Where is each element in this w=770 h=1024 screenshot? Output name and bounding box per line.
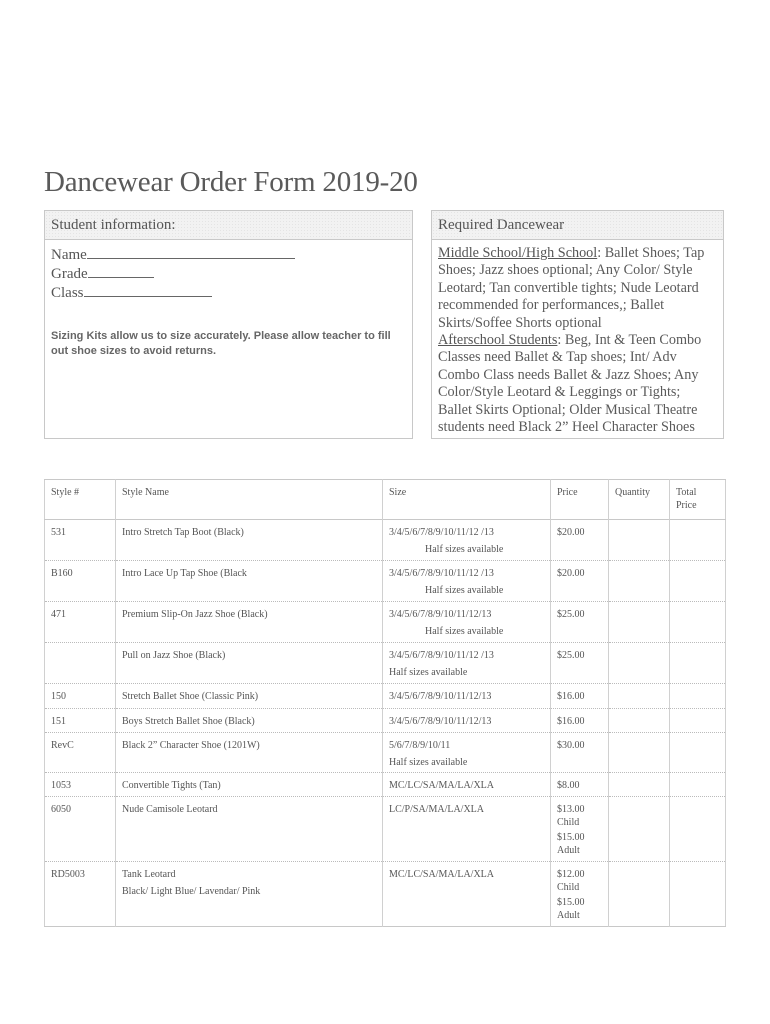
required-dancewear-box <box>431 210 724 439</box>
style-name: Tank Leotard <box>122 869 176 880</box>
price-value-adult: $15.00 <box>557 832 585 843</box>
style-number-cell <box>45 797 116 862</box>
style-number: 6050 <box>51 804 71 815</box>
size-range: MC/LC/SA/MA/LA/XLA <box>389 780 495 791</box>
style-name: Boys Stretch Ballet Shoe (Black) <box>122 716 255 727</box>
class-field[interactable] <box>45 284 412 303</box>
style-name-cell <box>116 643 383 684</box>
style-number-cell <box>45 684 116 709</box>
style-name: Convertible Tights (Tan) <box>122 780 221 791</box>
table-row <box>45 733 726 773</box>
quantity-cell[interactable] <box>609 733 670 773</box>
price-value: $16.00 <box>557 716 585 727</box>
price-cell <box>551 709 609 733</box>
table-row <box>45 797 726 862</box>
total-price-cell[interactable] <box>670 602 726 643</box>
middle-high-school-requirements <box>438 245 717 332</box>
required-dancewear-header: Required Dancewear <box>432 211 723 240</box>
size-cell <box>383 602 551 643</box>
price-value: $8.00 <box>557 780 580 791</box>
price-cell <box>551 602 609 643</box>
total-price-cell[interactable] <box>670 709 726 733</box>
table-row <box>45 602 726 643</box>
style-number-cell <box>45 602 116 643</box>
style-name-cell <box>116 684 383 709</box>
header-size: Size <box>383 480 551 520</box>
total-price-cell[interactable] <box>670 561 726 602</box>
style-number: RevC <box>51 740 74 751</box>
size-cell <box>383 733 551 773</box>
style-name-cell <box>116 797 383 862</box>
table-row <box>45 684 726 709</box>
style-number: 150 <box>51 691 66 702</box>
size-range: 3/4/5/6/7/8/9/10/11/12 /13 <box>389 527 494 538</box>
size-note: Half sizes available <box>425 544 504 555</box>
size-note: Half sizes available <box>425 626 504 637</box>
price-value-adult: $15.00 <box>557 897 585 908</box>
style-number: B160 <box>51 568 73 579</box>
price-value: $12.00 <box>557 869 585 880</box>
size-cell <box>383 797 551 862</box>
style-number: 531 <box>51 527 66 538</box>
quantity-cell[interactable] <box>609 602 670 643</box>
header-style-number: Style # <box>45 480 116 520</box>
size-range: 3/4/5/6/7/8/9/10/11/12 /13 <box>389 650 494 661</box>
size-cell <box>383 709 551 733</box>
quantity-cell[interactable] <box>609 561 670 602</box>
quantity-cell[interactable] <box>609 709 670 733</box>
afterschool-requirements <box>438 332 717 436</box>
quantity-cell[interactable] <box>609 643 670 684</box>
class-label: Class <box>51 285 84 301</box>
sizing-note: Sizing Kits allow us to size accurately. Please allow teacher to fill out shoe sizes to avoid returns. <box>51 330 391 357</box>
price-cell <box>551 561 609 602</box>
style-name-cell <box>116 602 383 643</box>
total-price-cell[interactable] <box>670 684 726 709</box>
order-table <box>44 479 726 927</box>
style-name: Black 2” Character Shoe (1201W) <box>122 740 260 751</box>
style-number-cell <box>45 643 116 684</box>
header-price: Price <box>551 480 609 520</box>
price-value: $13.00 <box>557 804 585 815</box>
price-unit-adult: Adult <box>557 910 580 921</box>
total-price-cell[interactable] <box>670 520 726 561</box>
middle-high-school-label: Middle School/High School <box>438 245 598 261</box>
price-value: $25.00 <box>557 609 585 620</box>
style-name-cell <box>116 733 383 773</box>
size-cell <box>383 773 551 797</box>
style-number: RD5003 <box>51 869 85 880</box>
total-price-cell[interactable] <box>670 773 726 797</box>
size-cell <box>383 643 551 684</box>
style-number-cell <box>45 862 116 927</box>
price-value: $20.00 <box>557 527 585 538</box>
size-range: 3/4/5/6/7/8/9/10/11/12 /13 <box>389 568 494 579</box>
style-number-cell <box>45 773 116 797</box>
class-line[interactable] <box>84 284 212 297</box>
style-name-cell <box>116 520 383 561</box>
style-number-cell <box>45 561 116 602</box>
style-name: Pull on Jazz Shoe (Black) <box>122 650 226 661</box>
style-name-detail: Black/ Light Blue/ Lavendar/ Pink <box>122 886 261 897</box>
price-value: $20.00 <box>557 568 585 579</box>
grade-label: Grade <box>51 266 88 282</box>
student-information-box <box>44 210 413 439</box>
style-name: Nude Camisole Leotard <box>122 804 218 815</box>
size-range: 3/4/5/6/7/8/9/10/11/12/13 <box>389 609 492 620</box>
quantity-cell[interactable] <box>609 773 670 797</box>
style-name: Stretch Ballet Shoe (Classic Pink) <box>122 691 259 702</box>
quantity-cell[interactable] <box>609 520 670 561</box>
size-note: Half sizes available <box>389 667 468 678</box>
table-row <box>45 709 726 733</box>
size-range: 5/6/7/8/9/10/11 <box>389 740 451 751</box>
name-label: Name <box>51 247 87 263</box>
size-cell <box>383 684 551 709</box>
style-name-cell <box>116 561 383 602</box>
table-header-row <box>45 480 726 520</box>
style-number: 471 <box>51 609 66 620</box>
price-cell <box>551 520 609 561</box>
total-price-cell[interactable] <box>670 797 726 862</box>
quantity-cell[interactable] <box>609 684 670 709</box>
student-information-header: Student information: <box>45 211 412 240</box>
price-cell <box>551 684 609 709</box>
page-title: Dancewear Order Form 2019-20 <box>44 166 418 198</box>
price-cell <box>551 862 609 927</box>
quantity-cell[interactable] <box>609 797 670 862</box>
price-value: $25.00 <box>557 650 585 661</box>
style-name: Intro Stretch Tap Boot (Black) <box>122 527 244 538</box>
price-value: $16.00 <box>557 691 585 702</box>
size-cell <box>383 520 551 561</box>
table-row <box>45 561 726 602</box>
size-range: 3/4/5/6/7/8/9/10/11/12/13 <box>389 691 492 702</box>
size-range: MC/LC/SA/MA/LA/XLA <box>389 869 495 880</box>
price-unit-adult: Adult <box>557 845 580 856</box>
size-cell <box>383 561 551 602</box>
style-name-cell <box>116 862 383 927</box>
size-note: Half sizes available <box>425 585 504 596</box>
afterschool-text: : Beg, Int & Teen Combo Classes need Ballet & Tap shoes; Int/ Adv Combo Class needs Ballet & Jazz Shoes; Any Color/Style Leotard & Leggings or Tights; Ballet Skirts Optional; Older Musical Theatre students need Black 2” Heel Character Shoes <box>438 332 702 436</box>
style-name: Intro Lace Up Tap Shoe (Black <box>122 568 247 579</box>
table-row <box>45 643 726 684</box>
style-name: Premium Slip-On Jazz Shoe (Black) <box>122 609 268 620</box>
header-total-price: Total Price <box>676 487 697 511</box>
price-cell <box>551 773 609 797</box>
table-row <box>45 773 726 797</box>
price-unit: Child <box>557 817 580 828</box>
style-number-cell <box>45 733 116 773</box>
total-price-cell[interactable] <box>670 733 726 773</box>
header-style-name: Style Name <box>116 480 383 520</box>
price-cell <box>551 797 609 862</box>
price-cell <box>551 643 609 684</box>
total-price-cell[interactable] <box>670 862 726 927</box>
price-cell <box>551 733 609 773</box>
grade-line[interactable] <box>88 265 154 278</box>
afterschool-label: Afterschool Students <box>438 332 558 349</box>
style-number-cell <box>45 520 116 561</box>
header-quantity: Quantity <box>609 480 670 520</box>
table-row <box>45 862 726 927</box>
style-number: 151 <box>51 716 66 727</box>
style-number-cell <box>45 709 116 733</box>
name-line[interactable] <box>87 246 295 259</box>
style-name-cell <box>116 773 383 797</box>
style-name-cell <box>116 709 383 733</box>
grade-field[interactable] <box>45 265 412 284</box>
size-note: Half sizes available <box>389 757 468 768</box>
name-field[interactable] <box>45 246 412 265</box>
size-range: 3/4/5/6/7/8/9/10/11/12/13 <box>389 716 492 727</box>
total-price-cell[interactable] <box>670 643 726 684</box>
size-range: LC/P/SA/MA/LA/XLA <box>389 804 485 815</box>
price-unit: Child <box>557 882 580 893</box>
size-cell <box>383 862 551 927</box>
table-row <box>45 520 726 561</box>
quantity-cell[interactable] <box>609 862 670 927</box>
style-number: 1053 <box>51 780 71 791</box>
middle-high-school-text: : Ballet Shoes; Tap Shoes; Jazz shoes optional; Any Color/ Style Leotard; Tan convertible tights; Nude Leotard recommended for performances,; Ballet Skirts/Soffee Shorts optional <box>438 245 705 331</box>
price-value: $30.00 <box>557 740 585 751</box>
